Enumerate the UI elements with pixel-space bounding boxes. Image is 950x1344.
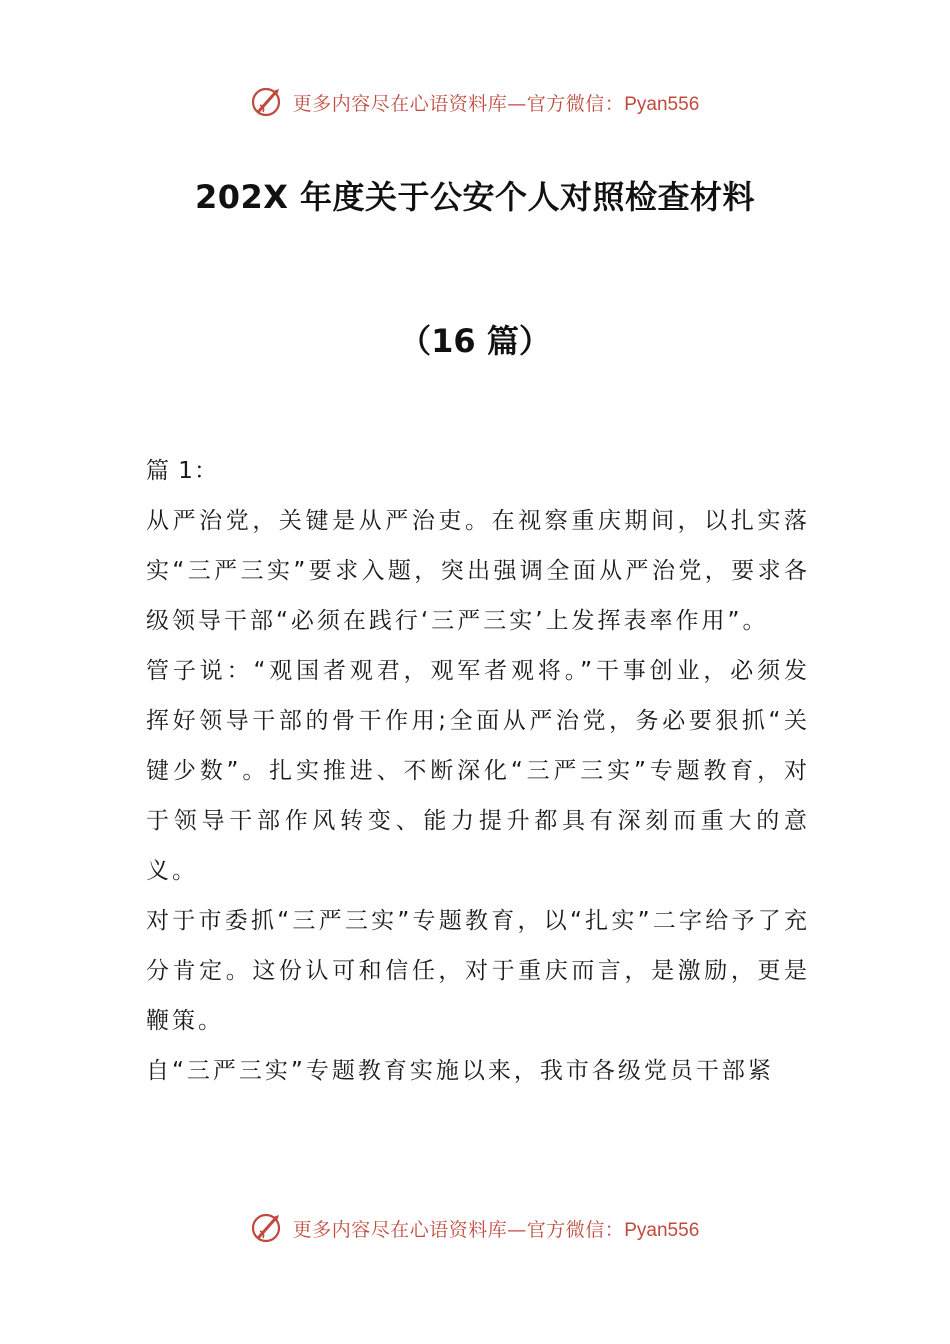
paragraph: 管子说：“观国者观君，观军者观将。”干事创业，必须发挥好领导干部的骨干作用;全面从严治党，务必要狠抓“关键少数”。扎实推进、不断深化“三严三实”专题教育，对于领导干部作风转变、能力提升都具有深刻而重大的意义。: [146, 658, 810, 884]
pen-circle-logo-icon: [251, 1211, 285, 1245]
watermark-text: [293, 89, 700, 116]
document-body: [146, 446, 810, 1096]
paragraph: 对于市委抓“三严三实”专题教育，以“扎实”二字给予了充分肯定。这份认可和信任，对于重庆而言，是激励，更是鞭策。: [146, 908, 810, 1034]
paragraph: 从严治党，关键是从严治吏。在视察重庆期间，以扎实落实“三严三实”要求入题，突出强调全面从严治党，要求各级领导干部“必须在践行‘三严三实’上发挥表率作用”。: [146, 508, 810, 634]
header-watermark: [0, 82, 950, 122]
watermark-label: 更多内容尽在心语资料库—官方微信：: [292, 1218, 625, 1241]
pen-circle-logo-icon: [251, 85, 285, 119]
paragraph: 自“三严三实”专题教育实施以来，我市各级党员干部紧: [146, 1058, 774, 1084]
footer-watermark: [0, 1208, 950, 1248]
section-label: 篇 1：: [146, 458, 218, 484]
document-subtitle: （16 篇）: [399, 322, 551, 360]
watermark-handle: Pyan556: [624, 93, 700, 115]
watermark-label: 更多内容尽在心语资料库—官方微信：: [292, 92, 625, 115]
document-title: 202X 年度关于公安个人对照检查材料: [194, 178, 756, 216]
watermark-handle: Pyan556: [624, 1219, 700, 1241]
watermark-text: [293, 1215, 700, 1242]
